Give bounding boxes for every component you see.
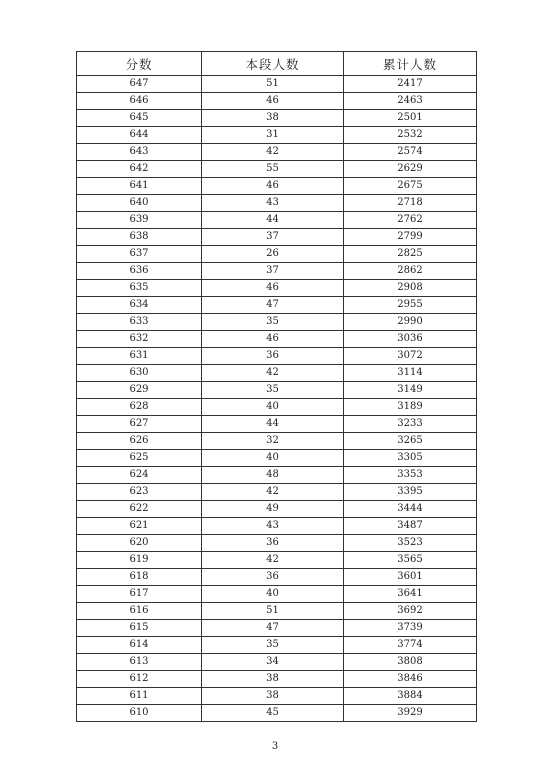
table-row [77,348,477,365]
cumulative-count-cell: 3739 [344,620,477,637]
score-cell: 615 [77,620,202,637]
table-row [77,535,477,552]
score-cell: 619 [77,552,202,569]
segment-count-cell: 35 [202,314,344,331]
segment-count-cell: 43 [202,518,344,535]
segment-count-cell: 46 [202,280,344,297]
score-cell: 637 [77,246,202,263]
segment-count-cell: 46 [202,93,344,110]
table-row [77,552,477,569]
cumulative-count-cell: 3305 [344,450,477,467]
table-row [77,229,477,246]
table-row [77,705,477,722]
table-row [77,450,477,467]
score-cell: 634 [77,297,202,314]
table-row [77,246,477,263]
table-row [77,297,477,314]
score-distribution-table [76,51,477,722]
page-number: 3 [271,741,279,752]
segment-count-cell: 35 [202,382,344,399]
table-row [77,280,477,297]
table-row [77,671,477,688]
score-cell: 635 [77,280,202,297]
segment-count-cell: 36 [202,569,344,586]
segment-count-cell: 46 [202,331,344,348]
table-row [77,484,477,501]
table-row [77,314,477,331]
cumulative-count-cell: 2825 [344,246,477,263]
segment-count-cell: 34 [202,654,344,671]
table-row [77,467,477,484]
score-cell: 627 [77,416,202,433]
segment-count-cell: 44 [202,416,344,433]
score-cell: 618 [77,569,202,586]
score-cell: 614 [77,637,202,654]
segment-count-cell: 36 [202,348,344,365]
score-cell: 620 [77,535,202,552]
table-row [77,586,477,603]
score-cell: 625 [77,450,202,467]
segment-count-cell: 47 [202,620,344,637]
cumulative-count-cell: 3036 [344,331,477,348]
table-row [77,654,477,671]
score-cell: 641 [77,178,202,195]
score-cell: 646 [77,93,202,110]
header-row [77,52,477,76]
cumulative-count-cell: 3692 [344,603,477,620]
segment-count-cell: 45 [202,705,344,722]
table-body [77,76,477,722]
cumulative-count-cell: 3444 [344,501,477,518]
table-row [77,688,477,705]
segment-count-cell: 32 [202,433,344,450]
table-row [77,416,477,433]
table-row [77,110,477,127]
cumulative-count-cell: 3149 [344,382,477,399]
score-cell: 640 [77,195,202,212]
segment-count-cell: 26 [202,246,344,263]
table-row [77,127,477,144]
cumulative-count-cell: 2417 [344,76,477,93]
cumulative-count-cell: 3395 [344,484,477,501]
table-header [77,52,477,76]
table-row [77,603,477,620]
cumulative-count-cell: 3114 [344,365,477,382]
segment-count-cell: 37 [202,263,344,280]
segment-count-cell: 47 [202,297,344,314]
score-cell: 633 [77,314,202,331]
table-row [77,161,477,178]
cumulative-count-cell: 3265 [344,433,477,450]
cumulative-count-cell: 2718 [344,195,477,212]
segment-count-cell: 38 [202,671,344,688]
score-cell: 630 [77,365,202,382]
cumulative-count-cell: 3601 [344,569,477,586]
score-cell: 611 [77,688,202,705]
cumulative-count-cell: 3808 [344,654,477,671]
cumulative-count-cell: 3353 [344,467,477,484]
score-cell: 642 [77,161,202,178]
cumulative-count-cell: 2463 [344,93,477,110]
score-cell: 629 [77,382,202,399]
cumulative-count-cell: 2955 [344,297,477,314]
score-cell: 643 [77,144,202,161]
score-cell: 610 [77,705,202,722]
segment-count-cell: 46 [202,178,344,195]
header-score: 分数 [77,52,202,76]
segment-count-cell: 42 [202,144,344,161]
segment-count-cell: 49 [202,501,344,518]
segment-count-cell: 43 [202,195,344,212]
segment-count-cell: 36 [202,535,344,552]
cumulative-count-cell: 2501 [344,110,477,127]
cumulative-count-cell: 3846 [344,671,477,688]
cumulative-count-cell: 2799 [344,229,477,246]
cumulative-count-cell: 3072 [344,348,477,365]
segment-count-cell: 48 [202,467,344,484]
table-row [77,195,477,212]
table-row [77,144,477,161]
cumulative-count-cell: 2629 [344,161,477,178]
cumulative-count-cell: 2675 [344,178,477,195]
segment-count-cell: 35 [202,637,344,654]
table-row [77,382,477,399]
cumulative-count-cell: 3487 [344,518,477,535]
cumulative-count-cell: 3774 [344,637,477,654]
score-cell: 616 [77,603,202,620]
segment-count-cell: 38 [202,110,344,127]
table-row [77,433,477,450]
score-cell: 647 [77,76,202,93]
table-row [77,637,477,654]
score-cell: 639 [77,212,202,229]
cumulative-count-cell: 2532 [344,127,477,144]
score-cell: 624 [77,467,202,484]
cumulative-count-cell: 2574 [344,144,477,161]
cumulative-count-cell: 2990 [344,314,477,331]
segment-count-cell: 44 [202,212,344,229]
segment-count-cell: 37 [202,229,344,246]
segment-count-cell: 38 [202,688,344,705]
cumulative-count-cell: 3523 [344,535,477,552]
table-row [77,365,477,382]
table-row [77,76,477,93]
table-row [77,212,477,229]
segment-count-cell: 55 [202,161,344,178]
segment-count-cell: 42 [202,552,344,569]
segment-count-cell: 31 [202,127,344,144]
table-row [77,399,477,416]
score-cell: 621 [77,518,202,535]
segment-count-cell: 40 [202,399,344,416]
table-row [77,569,477,586]
score-cell: 628 [77,399,202,416]
header-cumulative-count: 累计人数 [344,52,477,76]
table-row [77,263,477,280]
score-cell: 645 [77,110,202,127]
segment-count-cell: 40 [202,450,344,467]
score-cell: 632 [77,331,202,348]
score-cell: 612 [77,671,202,688]
cumulative-count-cell: 3565 [344,552,477,569]
score-cell: 617 [77,586,202,603]
cumulative-count-cell: 3189 [344,399,477,416]
table-row [77,501,477,518]
segment-count-cell: 51 [202,76,344,93]
score-cell: 613 [77,654,202,671]
table-row [77,518,477,535]
cumulative-count-cell: 3884 [344,688,477,705]
score-cell: 626 [77,433,202,450]
cumulative-count-cell: 2862 [344,263,477,280]
score-cell: 636 [77,263,202,280]
table-row [77,620,477,637]
score-cell: 638 [77,229,202,246]
score-cell: 623 [77,484,202,501]
table-row [77,178,477,195]
segment-count-cell: 42 [202,484,344,501]
segment-count-cell: 40 [202,586,344,603]
cumulative-count-cell: 3641 [344,586,477,603]
cumulative-count-cell: 3233 [344,416,477,433]
table-row [77,93,477,110]
cumulative-count-cell: 2908 [344,280,477,297]
table-row [77,331,477,348]
segment-count-cell: 42 [202,365,344,382]
score-cell: 631 [77,348,202,365]
header-segment-count: 本段人数 [202,52,344,76]
score-cell: 622 [77,501,202,518]
cumulative-count-cell: 3929 [344,705,477,722]
segment-count-cell: 51 [202,603,344,620]
score-cell: 644 [77,127,202,144]
cumulative-count-cell: 2762 [344,212,477,229]
